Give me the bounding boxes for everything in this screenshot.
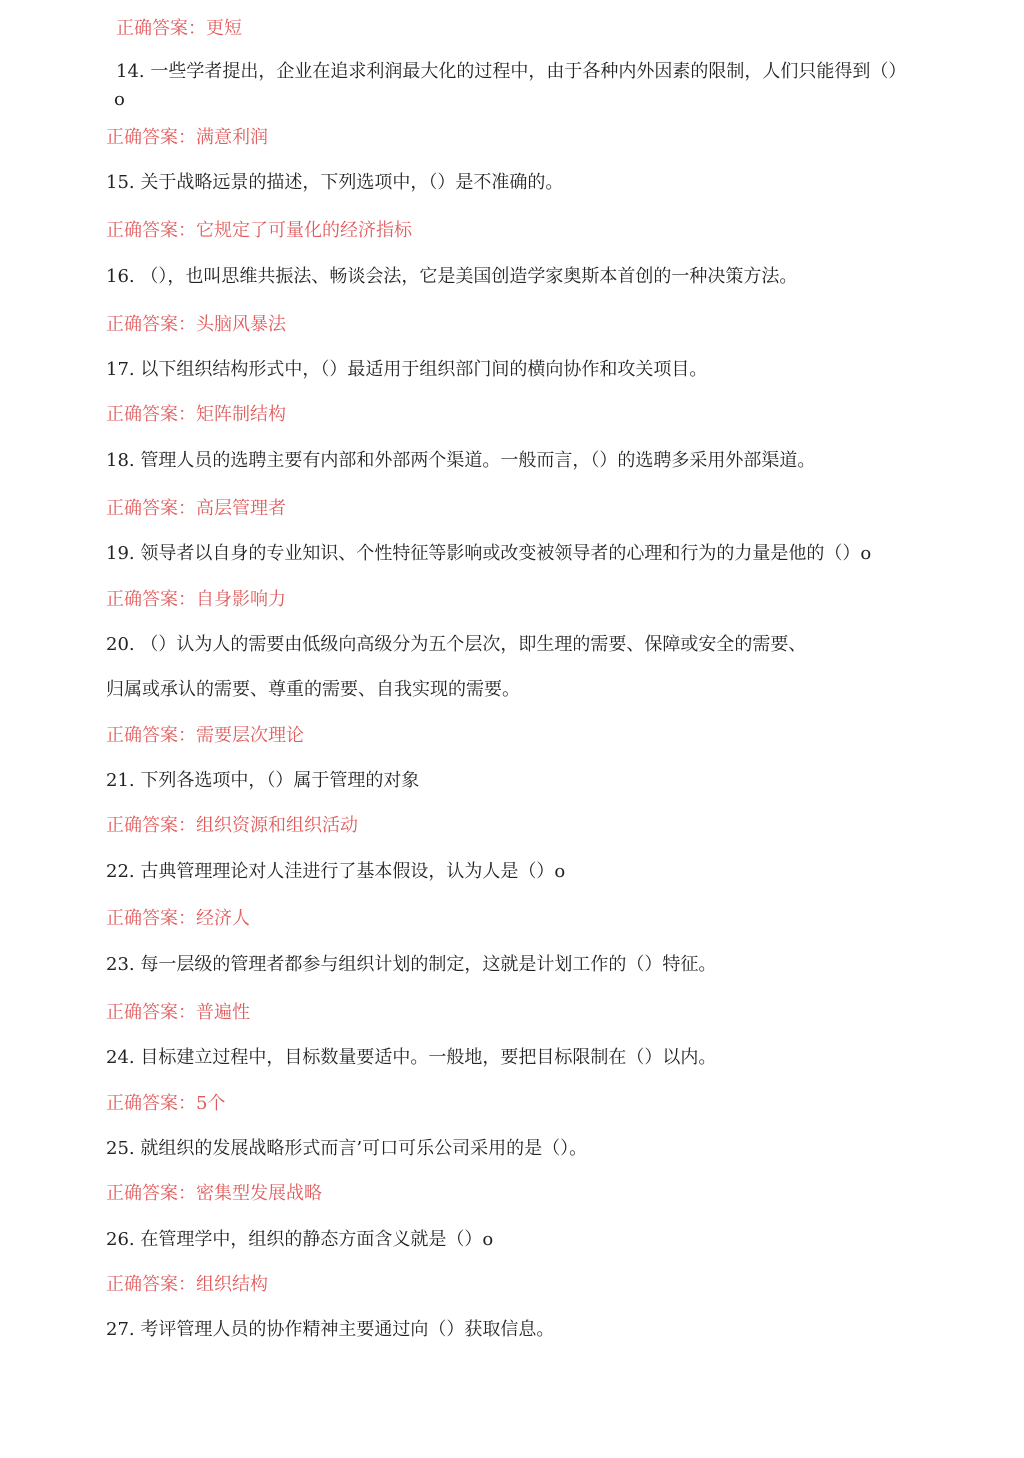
answer-line: 正确答案：高层管理者 bbox=[106, 498, 286, 519]
answer-line: 正确答案：自身影响力 bbox=[106, 589, 286, 610]
question-line: 18. 管理人员的选聘主要有内部和外部两个渠道。一般而言，（）的选聘多采用外部渠道。 bbox=[106, 450, 816, 471]
answer-line: 正确答案：它规定了可量化的经济指标 bbox=[106, 220, 412, 241]
question-line: 24. 目标建立过程中，目标数量要适中。一般地，要把目标限制在（）以内。 bbox=[106, 1047, 717, 1068]
answer-line: 正确答案：经济人 bbox=[106, 908, 250, 929]
question-line: 17. 以下组织结构形式中，（）最适用于组织部门间的横向协作和攻关项目。 bbox=[106, 359, 708, 380]
answer-line: 正确答案：密集型发展战略 bbox=[106, 1183, 322, 1204]
question-line: 23. 每一层级的管理者都参与组织计划的制定，这就是计划工作的（）特征。 bbox=[106, 954, 717, 975]
question-line: 19. 领导者以自身的专业知识、个性特征等影响或改变被领导者的心理和行为的力量是他的（）o bbox=[106, 543, 872, 564]
question-line-continuation: 归属或承认的需要、尊重的需要、自我实现的需要。 bbox=[106, 679, 520, 700]
question-line: 26. 在管理学中，组织的静态方面含义就是（）o bbox=[106, 1229, 494, 1250]
answer-line: 正确答案：组织资源和组织活动 bbox=[106, 815, 358, 836]
question-line: 14. 一些学者提出，企业在追求利润最大化的过程中，由于各种内外因素的限制，人们只能得到（） bbox=[116, 61, 907, 82]
answer-line: 正确答案：普遍性 bbox=[106, 1002, 250, 1023]
question-line: 22. 古典管理理论对人洼进行了基本假设，认为人是（）o bbox=[106, 861, 566, 882]
answer-line: 正确答案：矩阵制结构 bbox=[106, 404, 286, 425]
question-line: 27. 考评管理人员的协作精神主要通过向（）获取信息。 bbox=[106, 1319, 555, 1340]
question-line: 15. 关于战略远景的描述，下列选项中，（）是不准确的。 bbox=[106, 172, 564, 193]
answer-line: 正确答案：需要层次理论 bbox=[106, 725, 304, 746]
answer-line: 正确答案：组织结构 bbox=[106, 1274, 268, 1295]
question-line: 20. （）认为人的需要由低级向高级分为五个层次，即生理的需要、保障或安全的需要、 bbox=[106, 634, 807, 655]
answer-line: 正确答案：满意利润 bbox=[106, 127, 268, 148]
question-line: 21. 下列各选项中，（）属于管理的对象 bbox=[106, 770, 420, 791]
answer-line: 正确答案：5个 bbox=[106, 1093, 226, 1114]
question-line: 25. 就组织的发展战略形式而言’可口可乐公司采用的是（）。 bbox=[106, 1138, 588, 1159]
question-line: 16. （），也叫思维共振法、畅谈会法，它是美国创造学家奥斯本首创的一种决策方法。 bbox=[106, 266, 798, 287]
question-line-continuation: o bbox=[114, 89, 125, 110]
answer-line: 正确答案：更短 bbox=[116, 18, 242, 39]
answer-line: 正确答案：头脑风暴法 bbox=[106, 314, 286, 335]
